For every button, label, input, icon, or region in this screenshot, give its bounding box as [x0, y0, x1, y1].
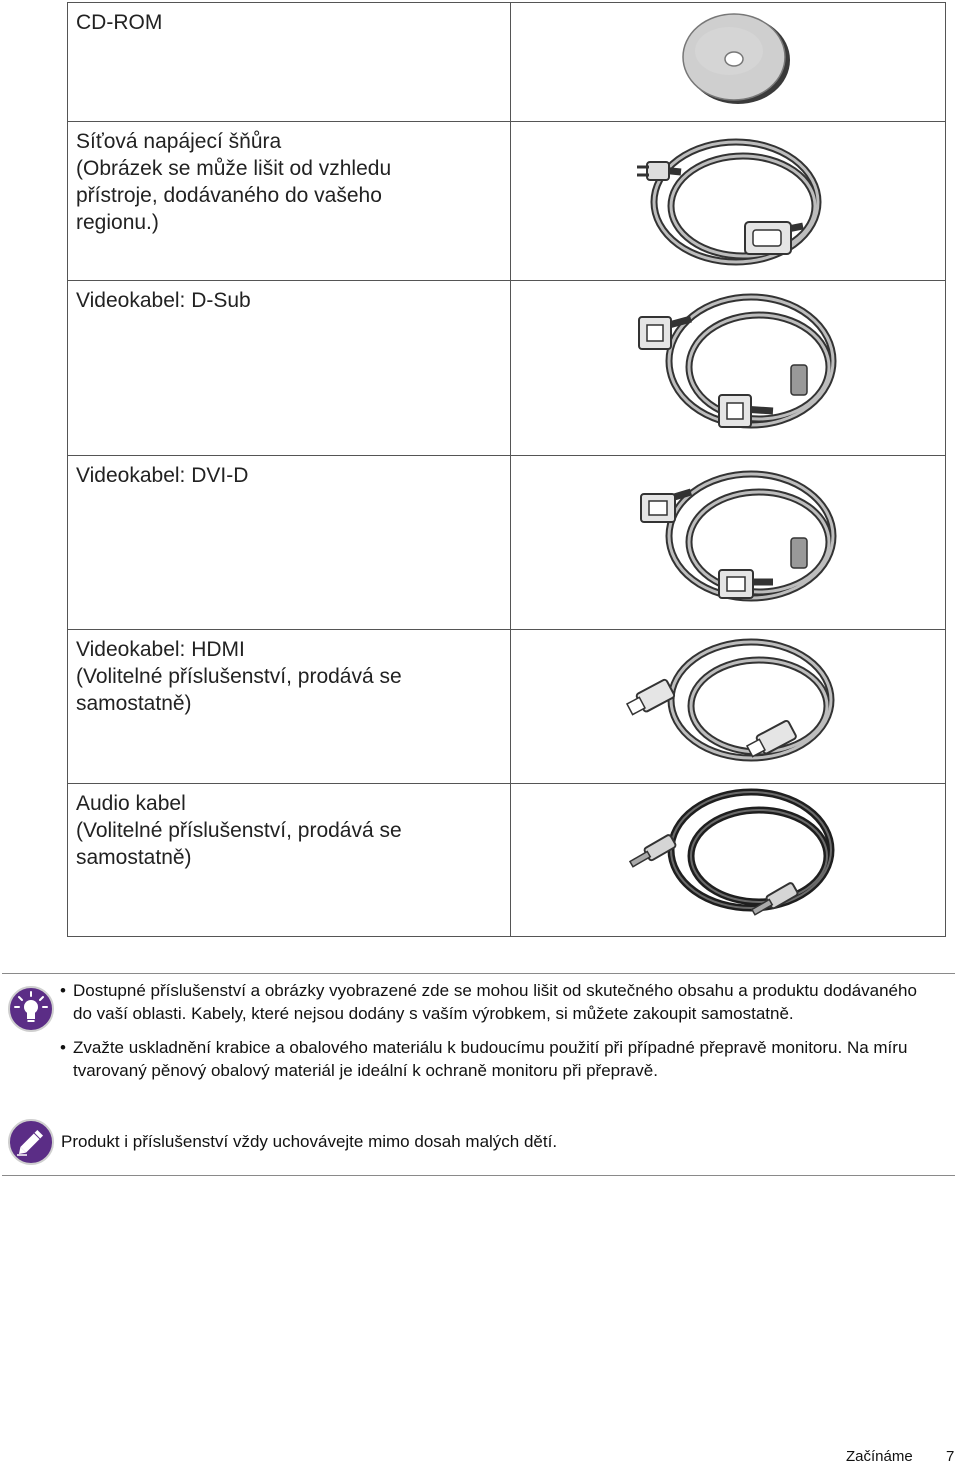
item-image-cell	[510, 122, 945, 281]
accessories-table	[67, 2, 946, 937]
item-label-line: samostatně)	[76, 692, 192, 715]
table-row	[68, 784, 946, 937]
audio-cable-icon	[511, 784, 951, 937]
item-label-line: Videokabel: DVI-D	[76, 464, 249, 487]
power-cord-icon	[511, 122, 951, 281]
item-label-line: regionu.)	[76, 211, 159, 234]
bullet: •	[60, 981, 66, 1000]
item-image-cell	[510, 784, 945, 937]
item-image-cell	[510, 281, 945, 456]
item-label-line: Videokabel: D-Sub	[76, 289, 251, 312]
note-text: Zvažte uskladnění krabice a obalového materiálu k budoucímu použití při případné přepravě monitoru. Na míru tvarovaný pěnový obalový materiál je ideální k ochraně monitoru při přepravě.	[73, 1038, 908, 1080]
table-row	[68, 3, 946, 122]
cd-rom-icon	[511, 3, 951, 122]
item-label-line: Videokabel: HDMI	[76, 638, 245, 661]
item-label-line: CD-ROM	[76, 11, 163, 34]
item-label-line: přístroje, dodávaného do vašeho	[76, 184, 382, 207]
item-label-cell	[68, 281, 511, 456]
bullet: •	[60, 1038, 66, 1057]
item-label-line: (Volitelné příslušenství, prodává se	[76, 819, 402, 842]
item-label-line: (Obrázek se může lišit od vzhledu	[76, 157, 392, 180]
notes-list	[60, 979, 940, 1093]
item-label-cell	[68, 3, 511, 122]
table-row	[68, 281, 946, 456]
safety-note: Produkt i příslušenství vždy uchovávejte mimo dosah malých dětí.	[61, 1132, 558, 1151]
note-item	[60, 1036, 940, 1082]
item-label-line: samostatně)	[76, 846, 192, 869]
table-row	[68, 456, 946, 630]
lightbulb-icon	[8, 986, 54, 1032]
item-label-line: (Volitelné příslušenství, prodává se	[76, 665, 402, 688]
item-image-cell	[510, 3, 945, 122]
note-text: Dostupné příslušenství a obrázky vyobrazené zde se mohou lišit od skutečného obsahu a produktu dodávaného do vaší oblasti. Kabely, které nejsou dodány s vaším výrobkem, si můžete zakoupit samostatně.	[73, 981, 917, 1023]
footer-section: Začínáme	[846, 1448, 913, 1465]
item-label-cell	[68, 122, 511, 281]
item-image-cell	[510, 456, 945, 630]
divider	[2, 973, 955, 974]
table-row	[68, 122, 946, 281]
item-label-cell	[68, 456, 511, 630]
item-label-cell	[68, 784, 511, 937]
note-item	[60, 979, 940, 1025]
item-label-line: Síťová napájecí šňůra	[76, 130, 282, 153]
item-label-cell	[68, 630, 511, 784]
item-image-cell	[510, 630, 945, 784]
dvi-cable-icon	[511, 456, 951, 630]
table-row	[68, 630, 946, 784]
dsub-cable-icon	[511, 281, 951, 456]
hdmi-cable-icon	[511, 630, 951, 784]
item-label-line: Audio kabel	[76, 792, 186, 815]
divider	[2, 1175, 955, 1176]
pencil-icon	[8, 1119, 54, 1165]
page-number: 7	[946, 1448, 955, 1465]
